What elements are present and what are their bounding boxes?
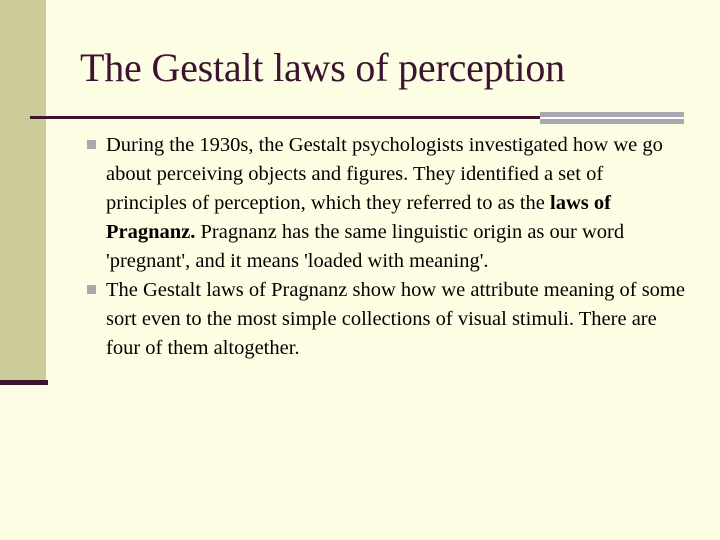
- title-divider: [30, 116, 550, 119]
- square-bullet-icon: [87, 140, 96, 149]
- title-divider-accent: [540, 112, 684, 124]
- bullet-item-1: [88, 131, 688, 276]
- sidebar-cap-line: [0, 380, 48, 385]
- sidebar-decoration: [0, 0, 46, 380]
- slide-title: The Gestalt laws of perception: [80, 45, 565, 90]
- bullet-1-emphasis: laws of Pragnanz.: [106, 192, 611, 243]
- bullet-1-text-after: Pragnanz has the same linguistic origin as our word 'pregnant', and it means 'loaded with meaning'.: [106, 221, 625, 272]
- square-bullet-icon: [87, 285, 96, 294]
- bullet-2-text: The Gestalt laws of Pragnanz show how we attribute meaning of some sort even to the most simple collections of visual stimuli. There are four of them altogether.: [106, 279, 685, 359]
- bullet-item-2: [88, 276, 688, 363]
- bullet-list: [88, 131, 688, 363]
- bullet-1-text-before: During the 1930s, the Gestalt psychologists investigated how we go about perceiving objects and figures. They identified a set of principles of perception, which they referred to as the: [106, 134, 663, 214]
